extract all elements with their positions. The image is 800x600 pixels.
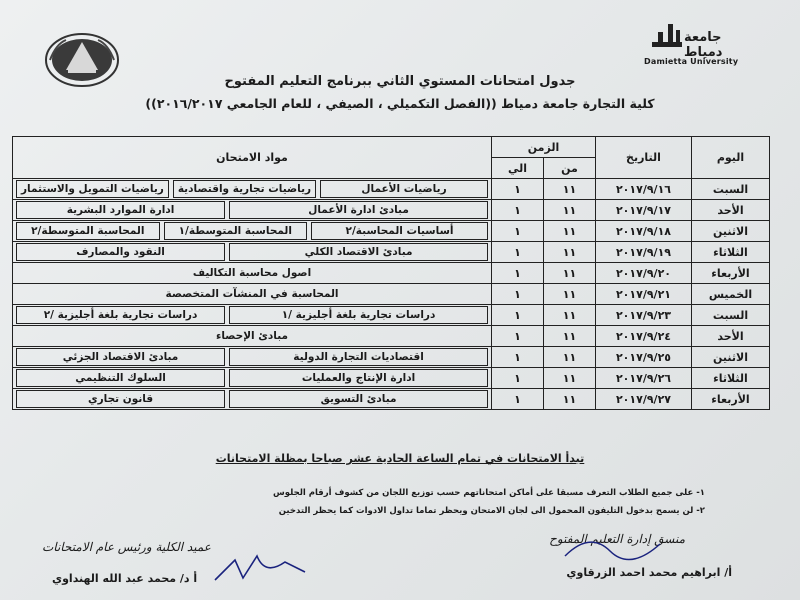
cell-to: ١ <box>491 347 543 368</box>
university-name-ar: جامعة دمياط <box>684 30 723 60</box>
table-row <box>13 347 770 368</box>
cell-date: ٢٠١٧/٩/١٩ <box>596 242 692 263</box>
subject-item: اقتصاديات التجارة الدولية <box>229 348 488 366</box>
table-row <box>13 284 770 305</box>
table-row <box>13 200 770 221</box>
header-to: الي <box>491 158 543 179</box>
cell-from: ١١ <box>544 305 596 326</box>
instructions-list <box>273 484 705 520</box>
subject-item: قانون تجاري <box>16 390 225 408</box>
cell-subjects <box>13 221 492 242</box>
schedule-rows <box>13 179 770 410</box>
cell-subjects <box>13 305 492 326</box>
cell-subjects <box>13 200 492 221</box>
cell-to: ١ <box>491 389 543 410</box>
cell-day: الأربعاء <box>692 263 770 284</box>
table-header-row <box>13 137 770 158</box>
dean-title: عميد الكلية ورئيس عام الامتحانات <box>42 540 211 554</box>
subject-item: السلوك التنظيمي <box>16 369 225 387</box>
table-row <box>13 179 770 200</box>
table-row <box>13 263 770 284</box>
subject-item: اصول محاسبة التكاليف <box>192 267 312 279</box>
dean-name: أ د/ محمد عبد الله الهنداوي <box>52 572 198 585</box>
cell-day: السبت <box>692 179 770 200</box>
subject-group <box>16 243 488 261</box>
instruction-item: ٢- لن يسمح بدخول التليفون المحمول الى لجان الامتحان ويحظر تماما تداول الادوات كما يحظر التدخين <box>278 506 705 516</box>
subject-item: ادارة الموارد البشرية <box>16 201 225 219</box>
cell-from: ١١ <box>544 179 596 200</box>
cell-from: ١١ <box>544 368 596 389</box>
subject-group <box>16 222 488 240</box>
subject-item: رياضيات التمويل والاستثمار <box>16 180 169 198</box>
cell-to: ١ <box>491 263 543 284</box>
subject-item: أساسيات المحاسبة/٢ <box>311 222 488 240</box>
table-row <box>13 389 770 410</box>
cell-subjects <box>13 179 492 200</box>
subject-group <box>16 180 488 198</box>
subject-item: مبادئ الاقتصاد الجزئي <box>16 348 225 366</box>
exam-start-note: تبدأ الامتحانات في تمام الساعة الحادية عشر صباحا بمظلة الامتحانات <box>215 452 585 465</box>
cell-to: ١ <box>491 305 543 326</box>
cell-to: ١ <box>491 200 543 221</box>
cell-day: الأربعاء <box>692 389 770 410</box>
cell-day: الاثنين <box>692 347 770 368</box>
subject-group <box>16 201 488 219</box>
instruction-item: ١- على جميع الطلاب التعرف مسبقا على أماكن امتحاناتهم حسب توزيع اللجان من كشوف أرقام الجلوس <box>273 488 705 498</box>
header-date: التاريخ <box>596 137 692 179</box>
cell-to: ١ <box>491 284 543 305</box>
table-row <box>13 326 770 347</box>
cell-from: ١١ <box>544 263 596 284</box>
cell-to: ١ <box>491 221 543 242</box>
subject-item: دراسات تجارية بلغة أجليزية /١ <box>229 306 488 324</box>
header-time: الزمن <box>491 137 595 158</box>
subject-item: ادارة الإنتاج والعمليات <box>229 369 488 387</box>
cell-date: ٢٠١٧/٩/٢٠ <box>596 263 692 284</box>
exam-schedule-table <box>12 136 770 410</box>
cell-day: الثلاثاء <box>692 368 770 389</box>
cell-day: الأحد <box>692 326 770 347</box>
cell-from: ١١ <box>544 389 596 410</box>
cell-day: السبت <box>692 305 770 326</box>
cell-date: ٢٠١٧/٩/٢٧ <box>596 389 692 410</box>
subject-item: مبادئ الإحصاء <box>215 330 289 342</box>
subject-group <box>16 348 488 366</box>
university-logo <box>640 20 740 75</box>
subject-item: مبادئ الاقتصاد الكلي <box>229 243 488 261</box>
subject-item: المحاسبة في المنشآت المتخصصة <box>165 288 339 300</box>
university-name-en: Damietta University <box>644 57 739 66</box>
cell-from: ١١ <box>544 242 596 263</box>
cell-subjects <box>13 326 492 347</box>
cell-date: ٢٠١٧/٩/١٨ <box>596 221 692 242</box>
table-row <box>13 242 770 263</box>
cell-to: ١ <box>491 368 543 389</box>
dean-signature-icon <box>205 548 315 588</box>
cell-subjects <box>13 263 492 284</box>
subject-item: المحاسبة المتوسطة/١ <box>164 222 308 240</box>
coordinator-signature-icon <box>560 526 670 566</box>
cell-from: ١١ <box>544 284 596 305</box>
header-day: اليوم <box>692 137 770 179</box>
cell-date: ٢٠١٧/٩/٢٤ <box>596 326 692 347</box>
header-from: من <box>544 158 596 179</box>
cell-date: ٢٠١٧/٩/٢٣ <box>596 305 692 326</box>
coordinator-name: أ/ ابراهيم محمد احمد الزرقاوي <box>566 566 732 579</box>
table-row <box>13 305 770 326</box>
cell-from: ١١ <box>544 347 596 368</box>
header-subjects: مواد الامتحان <box>13 137 492 179</box>
subject-item: رياضيات تجارية واقتصادية <box>173 180 316 198</box>
subject-item: مبادئ التسويق <box>229 390 488 408</box>
cell-subjects <box>13 389 492 410</box>
cell-to: ١ <box>491 179 543 200</box>
cell-subjects <box>13 347 492 368</box>
cell-date: ٢٠١٧/٩/٢١ <box>596 284 692 305</box>
subject-item: رياضيات الأعمال <box>320 180 488 198</box>
cell-from: ١١ <box>544 221 596 242</box>
cell-subjects <box>13 242 492 263</box>
cell-subjects <box>13 284 492 305</box>
subject-item: مبادئ ادارة الأعمال <box>229 201 488 219</box>
cell-day: الاثنين <box>692 221 770 242</box>
cell-date: ٢٠١٧/٩/٢٥ <box>596 347 692 368</box>
cell-date: ٢٠١٧/٩/١٧ <box>596 200 692 221</box>
table-row <box>13 368 770 389</box>
university-emblem-icon <box>650 22 684 52</box>
table-row <box>13 221 770 242</box>
subject-item: النقود والمصارف <box>16 243 225 261</box>
cell-to: ١ <box>491 326 543 347</box>
cell-date: ٢٠١٧/٩/٢٦ <box>596 368 692 389</box>
cell-from: ١١ <box>544 326 596 347</box>
document-subtitle: كلية التجارة جامعة دمياط ((الفصل التكميلي ، الصيفي ، للعام الجامعي ٢٠١٦/٢٠١٧)) <box>145 96 655 111</box>
subject-group <box>16 390 488 408</box>
cell-day: الأحد <box>692 200 770 221</box>
document-title: جدول امتحانات المستوي الثاني ببرنامج التعليم المفتوح <box>224 74 576 89</box>
subject-group <box>16 369 488 387</box>
coordinator-title: منسق إدارة التعليم المفتوح <box>549 532 685 546</box>
cell-day: الثلاثاء <box>692 242 770 263</box>
cell-from: ١١ <box>544 200 596 221</box>
cell-date: ٢٠١٧/٩/١٦ <box>596 179 692 200</box>
subject-group <box>16 306 488 324</box>
cell-day: الخميس <box>692 284 770 305</box>
subject-item: المحاسبة المتوسطة/٢ <box>16 222 160 240</box>
cell-subjects <box>13 368 492 389</box>
cell-to: ١ <box>491 242 543 263</box>
subject-item: دراسات تجارية بلغة أجليزية /٢ <box>16 306 225 324</box>
